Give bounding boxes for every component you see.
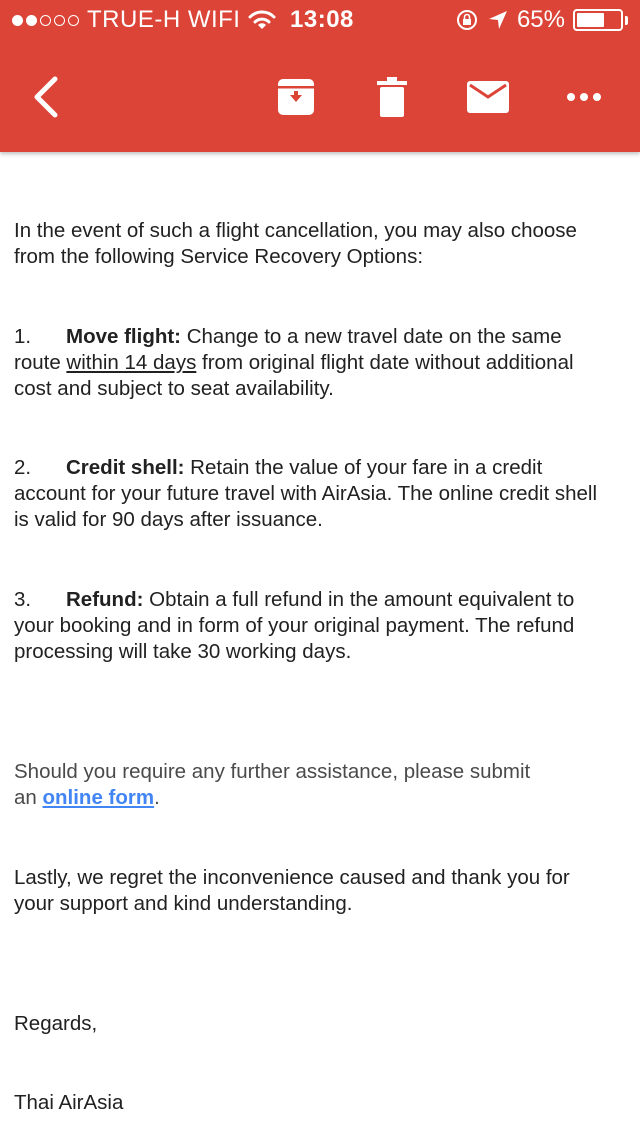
option-1-line-3: cost and subject to seat availability. [14,377,334,400]
option-1-line-2 [14,350,640,376]
archive-button[interactable] [270,72,322,122]
status-left [12,6,276,34]
underlined-text: within 14 days [66,351,197,374]
option-number: 2. [14,456,32,479]
mark-unread-button[interactable] [462,72,514,122]
assist-text: an [14,786,43,809]
closing-line-1: Lastly, we regret the inconvenience caused and thank you for [14,866,570,889]
archive-icon [277,78,315,116]
delete-button[interactable] [366,72,418,122]
status-right [455,6,628,34]
signature: Thai AirAsia [14,1091,124,1114]
intro-line-1: In the event of such a flight cancellation, you may also choose [14,219,577,242]
online-form-link[interactable]: online form [42,786,155,809]
app-header [0,0,640,152]
assist-line-1: Should you require any further assistance, please submit [14,760,531,783]
option-text: Retain the value of your fare in a credit [184,456,543,479]
option-text: route [14,351,67,374]
signal-dot [12,15,23,26]
option-3-line-1 [14,587,640,613]
trash-icon [377,77,407,117]
option-number: 3. [14,588,32,611]
signal-dot [54,15,65,26]
option-2-line-1 [14,455,640,481]
rotation-lock-icon [455,8,479,32]
status-bar [0,0,640,40]
option-number: 1. [14,325,32,348]
wifi-icon [248,9,276,31]
option-title: Move flight: [66,325,182,348]
option-title: Credit shell: [66,456,185,479]
option-1-line-1 [14,324,640,350]
option-3-line-2: your booking and in form of your original payment. The refund [14,614,575,637]
mail-icon [467,81,509,113]
option-title: Refund: [66,588,144,611]
option-2-line-3: is valid for 90 days after issuance. [14,508,323,531]
signal-strength-icon [12,15,79,26]
signal-dot [68,15,79,26]
back-button[interactable] [20,72,72,122]
more-icon [566,92,602,102]
option-2-line-2: account for your future travel with AirAsia. The online credit shell [14,482,598,505]
assist-text: . [154,786,160,809]
option-text: Change to a new travel date on the same [181,325,562,348]
regards: Regards, [14,1012,98,1035]
intro-line-2: from the following Service Recovery Options: [14,245,424,268]
back-arrow-icon [31,75,61,119]
option-text: from original flight date without additional [196,351,574,374]
closing-line-2: your support and kind understanding. [14,892,353,915]
battery-tip [625,16,628,25]
battery-level [577,13,604,27]
more-options-button[interactable] [558,72,610,122]
carrier-name: TRUE-H WIFI [87,6,241,33]
signal-dot [26,15,37,26]
option-3-line-3: processing will take 30 working days. [14,640,352,663]
signal-dot [40,15,51,26]
location-arrow-icon [487,9,509,31]
battery-icon [573,9,623,31]
status-time: 13:08 [290,6,354,33]
assist-line-2 [14,785,640,811]
option-text: Obtain a full refund in the amount equivalent to [143,588,575,611]
battery-percent: 65% [516,6,565,33]
